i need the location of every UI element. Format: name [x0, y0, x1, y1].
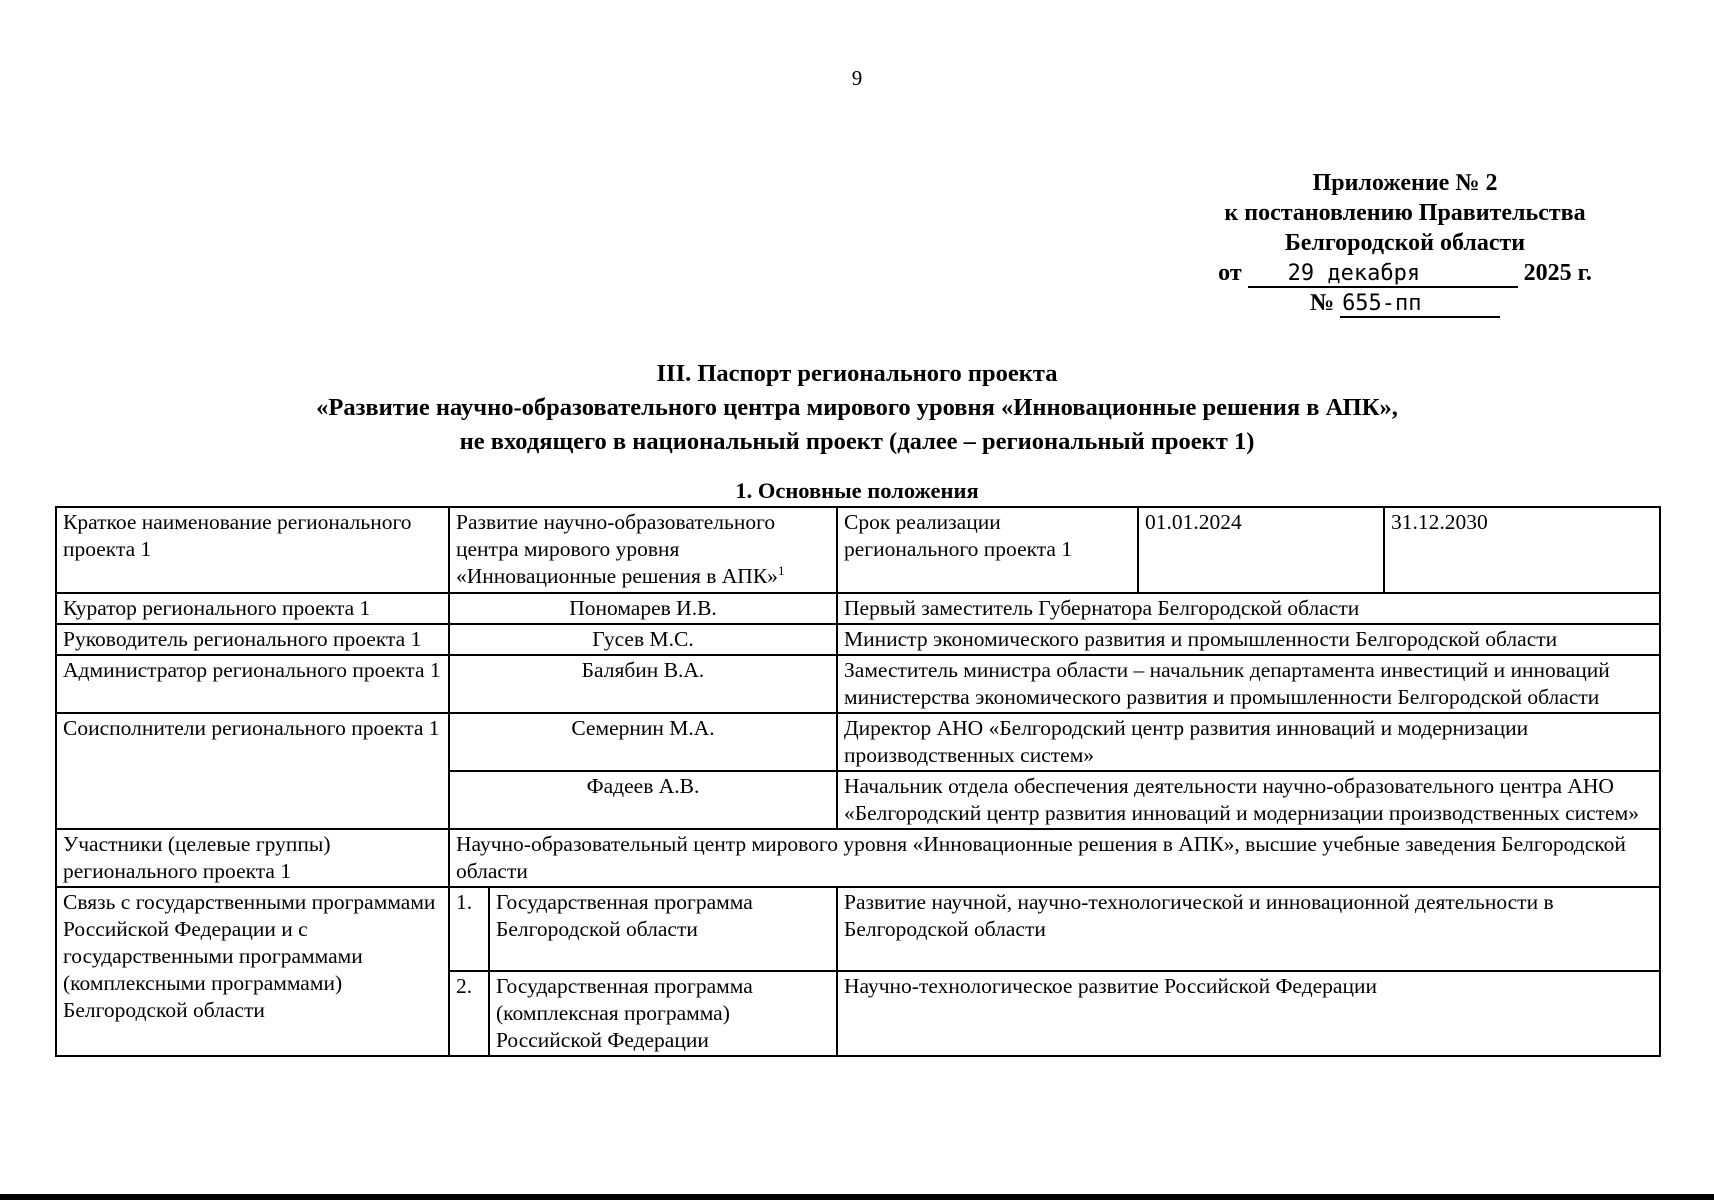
link-num-1: 1.: [449, 887, 489, 971]
title-line-2: «Развитие научно-образовательного центра мирового уровня «Инновационные решения в АПК»,: [316, 394, 1398, 421]
participants-value: Научно-образовательный центр мирового уровня «Инновационные решения в АПК», высшие учебные заведения Белгородской области: [449, 829, 1660, 887]
curator-name: Пономарев И.В.: [449, 593, 837, 624]
link-program-2: Государственная программа (комплексная программа) Российской Федерации: [489, 971, 837, 1056]
head-name: Гусев М.С.: [449, 624, 837, 655]
link-name-1: Развитие научной, научно-технологической и инновационной деятельности в Белгородской области: [837, 887, 1660, 971]
annex-header: [1190, 168, 1620, 318]
scan-edge: [0, 1194, 1714, 1200]
footnote-marker: 1: [777, 562, 785, 578]
title-line-1: III. Паспорт регионального проекта: [656, 360, 1058, 387]
coexec-name-1: Семернин М.А.: [449, 713, 837, 771]
table-row: [56, 829, 1660, 887]
period-start: 01.01.2024: [1138, 507, 1384, 593]
annex-line-2: к постановлению Правительства: [1224, 200, 1586, 226]
annex-number-prefix: №: [1309, 290, 1335, 316]
annex-number-value: 655-пп: [1340, 292, 1500, 318]
passport-table: [55, 506, 1661, 1057]
link-program-1: Государственная программа Белгородской области: [489, 887, 837, 971]
coexec-position-2: Начальник отдела обеспечения деятельности научно-образовательного центра АНО «Белгородский центр развития инноваций и модернизации производственных систем»: [837, 771, 1660, 829]
admin-position: Заместитель министра области – начальник департамента инвестиций и инноваций министерства экономического развития и промышленности Белгородской области: [837, 655, 1660, 713]
table-row: [56, 887, 1660, 971]
admin-name: Балябин В.А.: [449, 655, 837, 713]
annex-number-row: [1190, 288, 1620, 318]
head-position: Министр экономического развития и промышленности Белгородской области: [837, 624, 1660, 655]
table-row: [56, 507, 1660, 593]
table-row: [56, 624, 1660, 655]
links-label: Связь с государственными программами Российской Федерации и с государственными программами (комплексными программами) Белгородской области: [56, 887, 449, 1056]
short-name-label: Краткое наименование регионального проекта 1: [56, 507, 449, 593]
coexec-label: Соисполнители регионального проекта 1: [56, 713, 449, 829]
head-label: Руководитель регионального проекта 1: [56, 624, 449, 655]
link-num-2: 2.: [449, 971, 489, 1056]
table-row: [56, 713, 1660, 771]
annex-line-1: Приложение № 2: [1312, 170, 1498, 196]
period-label: Срок реализации регионального проекта 1: [837, 507, 1138, 593]
annex-line-3: Белгородской области: [1284, 230, 1526, 256]
coexec-position-1: Директор АНО «Белгородский центр развития инноваций и модернизации производственных систем»: [837, 713, 1660, 771]
section-title: 1. Основные положения: [735, 478, 979, 503]
annex-date-value: 29 декабря: [1248, 262, 1518, 288]
short-name-value: Развитие научно-образовательного центра мирового уровня «Инновационные решения в АПК»: [456, 510, 778, 588]
page-number: 9: [851, 66, 863, 90]
curator-position: Первый заместитель Губернатора Белгородской области: [837, 593, 1660, 624]
participants-label: Участники (целевые группы) регионального проекта 1: [56, 829, 449, 887]
short-name-cell: [449, 507, 837, 593]
annex-date-row: [1190, 258, 1620, 288]
period-end: 31.12.2030: [1384, 507, 1660, 593]
annex-date-year: 2025 г.: [1523, 260, 1592, 286]
link-name-2: Научно-технологическое развитие Российской Федерации: [837, 971, 1660, 1056]
table-row: [56, 655, 1660, 713]
admin-label: Администратор регионального проекта 1: [56, 655, 449, 713]
document-title: [0, 357, 1714, 459]
annex-date-prefix: от: [1218, 260, 1242, 286]
coexec-name-2: Фадеев А.В.: [449, 771, 837, 829]
curator-label: Куратор регионального проекта 1: [56, 593, 449, 624]
title-line-3: не входящего в национальный проект (далее – региональный проект 1): [459, 428, 1255, 455]
table-row: [56, 593, 1660, 624]
